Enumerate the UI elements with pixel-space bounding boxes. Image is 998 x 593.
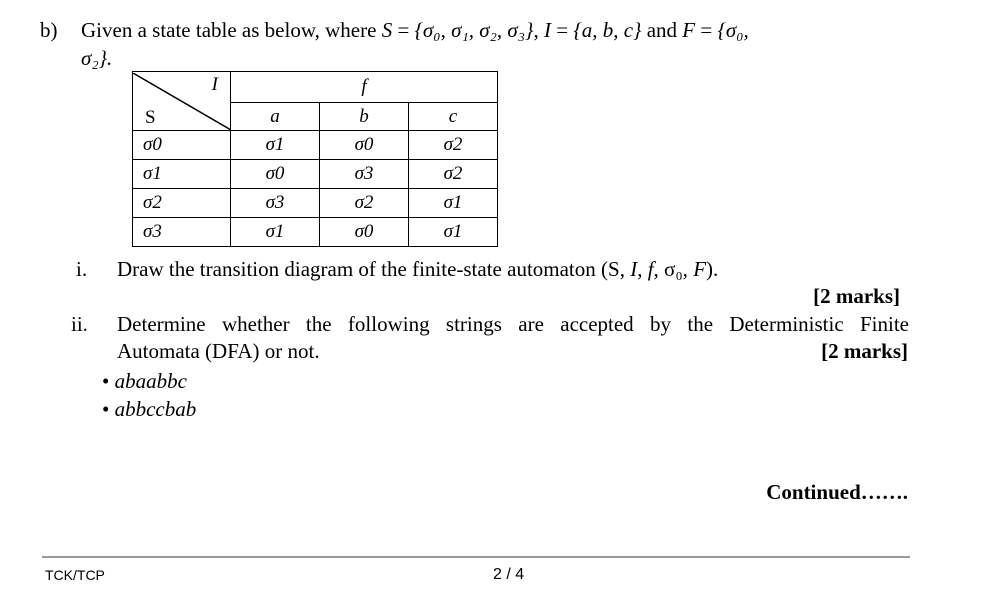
column-header-a: a bbox=[231, 103, 320, 131]
part-i-marks: [2 marks] bbox=[813, 284, 900, 308]
part-i-symbol-i: I bbox=[630, 257, 638, 281]
transition-cell: σ1 bbox=[231, 218, 320, 247]
string-2: abbccbab bbox=[114, 397, 197, 421]
transition-cell: σ0 bbox=[320, 131, 409, 160]
part-i-text bbox=[117, 256, 718, 282]
table-row bbox=[133, 189, 498, 218]
footer-divider bbox=[42, 556, 910, 558]
set-i-values: {a, b, c} bbox=[573, 18, 642, 42]
question-label: b) bbox=[40, 18, 58, 42]
transition-cell: σ3 bbox=[320, 160, 409, 189]
transition-cell: σ1 bbox=[409, 189, 498, 218]
equals-sign: = bbox=[695, 18, 718, 42]
transition-cell: σ2 bbox=[320, 189, 409, 218]
part-ii-text-line1: Determine whether the following strings are accepted by the Deterministic Finite bbox=[117, 312, 909, 336]
state-cell: σ2 bbox=[133, 189, 231, 218]
list-item bbox=[102, 368, 187, 394]
transition-cell: σ1 bbox=[409, 218, 498, 247]
list-item bbox=[102, 396, 196, 422]
set-f-values-a: {σ₀, bbox=[717, 18, 749, 42]
part-i-symbol-f: f bbox=[647, 257, 654, 281]
question-intro-line bbox=[81, 17, 749, 43]
set-f-values-b: σ₂}. bbox=[81, 46, 113, 70]
transition-cell: σ3 bbox=[231, 189, 320, 218]
state-cell: σ0 bbox=[133, 131, 231, 160]
equals-sign: = bbox=[550, 18, 574, 42]
set-s-symbol: S bbox=[381, 18, 393, 42]
part-i-sep: , bbox=[637, 257, 648, 281]
corner-input-label: I bbox=[211, 73, 218, 95]
continued-label: Continued……. bbox=[766, 480, 908, 504]
set-s-values: {σ₀, σ₁, σ₂, σ₃} bbox=[414, 18, 534, 42]
footer-course-code: TCK/TCP bbox=[45, 567, 105, 583]
state-cell: σ1 bbox=[133, 160, 231, 189]
part-ii-label: ii. bbox=[71, 312, 88, 336]
part-ii-marks: [2 marks] bbox=[821, 339, 908, 363]
equals-sign: = bbox=[392, 18, 415, 42]
transition-cell: σ0 bbox=[320, 218, 409, 247]
part-i-symbol-F: F bbox=[693, 257, 707, 281]
function-header: f bbox=[231, 72, 498, 103]
state-table bbox=[132, 71, 498, 247]
string-1: abaabbc bbox=[114, 369, 187, 393]
column-header-b: b bbox=[320, 103, 409, 131]
state-cell: σ3 bbox=[133, 218, 231, 247]
transition-cell: σ2 bbox=[409, 160, 498, 189]
part-i-label: i. bbox=[76, 257, 88, 281]
table-corner-cell bbox=[133, 72, 231, 131]
part-i-text-c: ). bbox=[706, 257, 719, 281]
table-row bbox=[133, 131, 498, 160]
bullet: • bbox=[102, 397, 110, 421]
bullet: • bbox=[102, 369, 110, 393]
footer-page-number: 2 / 4 bbox=[493, 566, 525, 583]
part-ii-text-line2: Automata (DFA) or not. bbox=[117, 339, 320, 363]
part-i-text-a: Draw the transition diagram of the finite-state automaton (S, bbox=[117, 257, 631, 281]
table-row bbox=[133, 160, 498, 189]
corner-state-label: S bbox=[145, 106, 156, 128]
intro-text: Given a state table as below, where bbox=[81, 18, 382, 42]
table-row bbox=[133, 218, 498, 247]
transition-cell: σ1 bbox=[231, 131, 320, 160]
column-header-c: c bbox=[409, 103, 498, 131]
set-f-symbol: F bbox=[682, 18, 696, 42]
and-text: and bbox=[641, 18, 683, 42]
set-i-symbol: I bbox=[543, 18, 551, 42]
part-i-text-b: , σ₀, bbox=[653, 257, 694, 281]
transition-cell: σ2 bbox=[409, 131, 498, 160]
comma: , bbox=[533, 18, 544, 42]
transition-cell: σ0 bbox=[231, 160, 320, 189]
